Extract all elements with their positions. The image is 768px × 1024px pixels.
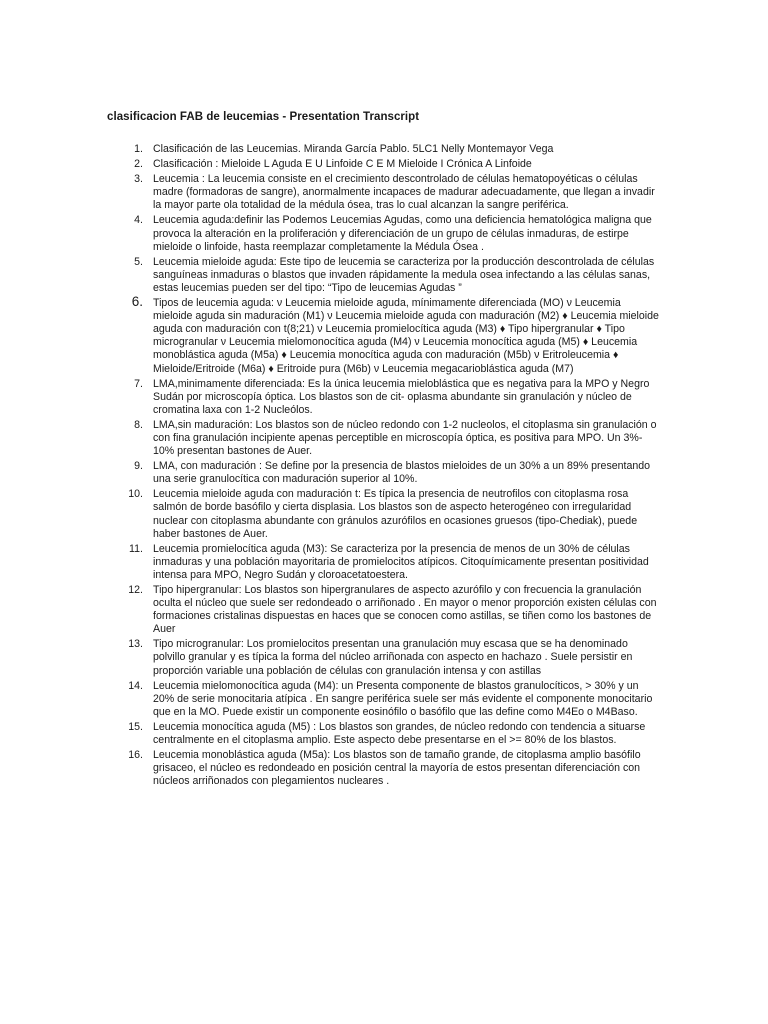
list-item-number: 13. (128, 638, 143, 651)
list-item-text: Leucemia monocítica aguda (M5) : Los blastos son grandes, de núcleo redondo con tendencia a situarse centralmente en el citoplasma amplio. Este aspecto debe presentarse en el >= 80% de los blastos. (153, 720, 646, 747)
list-item-number: 10. (128, 488, 143, 501)
transcript-list (128, 143, 659, 790)
document-title: clasificacion FAB de leucemias - Presentation Transcript (107, 111, 420, 123)
list-item (128, 488, 659, 540)
list-item-text: Leucemia promielocítica aguda (M3): Se caracteriza por la presencia de menos de un 30% de células inmaduras y una población mayoritaria de promielocitos atípicos. Citoquímicamente presentan positividad intensa para MPO, Negro Sudán y cloroacetatoestera. (153, 542, 649, 581)
list-item (134, 173, 659, 212)
list-item-text: Tipos de leucemia aguda: ν Leucemia mieloide aguda, mínimamente diferenciada (MO) ν Leucemia mieloide aguda sin maduración (M1) ν Leucemia mieloide aguda con maduración (M2) ♦ Leucemia mieloide aguda con maduración con t(8;21) ν Leucemia promielocítica aguda (M3) ♦ Tipo hipergranular ♦ Tipo microgranular ν Leucemia mielomonocítica aguda (M4) ν Leucemia monocítica aguda (M5) ♦ Leucemia monoblástica aguda (M5a) ♦ Leucemia monocítica aguda con maduración (M5b) ν Eritroleucemia ♦ Mieloide/Eritroide (M6a) ♦ Eritroide pura (M6b) ν Leucemia megacarioblástica aguda (M7) (153, 297, 659, 375)
list-item-text: Clasificación de las Leucemias. Miranda García Pablo. 5LC1 Nelly Montemayor Vega (153, 143, 554, 155)
list-item-text: Leucemia mieloide aguda con maduración t: Es típica la presencia de neutrofilos con citoplasma rosa salmón de borde basófilo y cierta displasia. Los blastos son de aspecto heterogéneo con irregularidad nuclear con citoplasma abundante con gránulos azurófilos en ocasiones gruesos (tipo-Chediak), puede haber bastones de Auer. (153, 488, 638, 540)
list-item-text: LMA,minimamente diferenciada: Es la única leucemia mieloblástica que es negativa para la MPO y Negro Sudán por microscopía óptica. Los blastos son de cit- oplasma abundante sin granulación y núcleo de cromatina laxa con 1-2 Nucleólos. (153, 377, 650, 416)
list-item (134, 418, 659, 458)
list-item (128, 749, 659, 788)
list-item-text: LMA,sin maduración: Los blastos son de núcleo redondo con 1-2 nucleolos, el citoplasma sin granulación o con fina granulación incipiente apenas perceptible en microscopía óptica, es positiva para MPO. Un 3%- 10% presentan bastones de Auer. (153, 418, 657, 458)
list-item-number: 8. (134, 418, 143, 431)
list-item (134, 377, 659, 417)
list-item-text: LMA, con maduración : Se define por la presencia de blastos mieloides de un 30% a un 89% presentando una serie granulocítica con maduración superior al 10%. (153, 460, 651, 486)
list-item-text: Leucemia : La leucemia consiste en el crecimiento descontrolado de células hematopoyéticas o células madre (formadoras de sangre), anormalmente incapaces de madurar adecuadamente, que llegan a invadir la mayor parte ola totalidad de la médula ósea, tras lo cual alcanzan la sangre periférica. (153, 173, 655, 212)
list-item-number: 11. (129, 542, 143, 555)
list-item-text: Tipo hipergranular: Los blastos son hipergranulares de aspecto azurófilo y con frecuencia la granulación oculta el núcleo que suele ser redondeado o arriñonado . En mayor o menor proporción existen células con formaciones cristalinas dispuestas en haces que se conocen como astillas, se tiñen como los bastones de Auer (153, 584, 657, 636)
list-item (128, 679, 659, 719)
list-item (128, 584, 659, 636)
list-item-number: 15. (128, 720, 143, 733)
list-item-text: Leucemia mieloide aguda: Este tipo de leucemia se caracteriza por la producción descontrolada de células sanguíneas inmaduras o blastos que invaden rápidamente la medula osea infectando a las células sanas, estas leucemias pueden ser del tipo: “Tipo de leucemias Agudas ” (153, 255, 655, 294)
list-item-number: 7. (134, 377, 143, 390)
list-item (131, 294, 659, 376)
list-item-text: Tipo microgranular: Los promielocitos presentan una granulación muy escasa que se ha denominado polvillo granular y es típica la forma del núcleo arriñonada con aspecto en hachazo . Suele persistir en proporción variable una población de células con granulación intensa y con astillas (153, 638, 633, 677)
list-item-number: 6. (131, 294, 143, 310)
list-item-number: 12. (128, 584, 143, 596)
list-item-number: 2. (134, 158, 143, 171)
list-item (128, 638, 659, 677)
list-item (128, 720, 659, 747)
list-item-number: 14. (128, 679, 143, 692)
list-item-text: Leucemia mielomonocítica aguda (M4): un Presenta componente de blastos granulocíticos, > 30% y un 20% de serie monocitaria atípica . En sangre periférica suele ser más evidente el componente monocitario que en la MO. Puede existir un componente eosinófilo o basófilo que las define como M4Eo o M4Baso. (153, 679, 653, 718)
list-item-number: 3. (134, 173, 143, 186)
list-item (129, 542, 659, 582)
list-item-number: 5. (134, 255, 143, 268)
list-item (134, 158, 659, 171)
list-item-number: 4. (134, 214, 143, 227)
list-item (134, 214, 659, 253)
list-item-number: 9. (134, 460, 143, 473)
list-item-text: Clasificación : Mieloide L Aguda E U Linfoide C E M Mieloide I Crónica A Linfoide (153, 158, 532, 171)
list-item-number: 16. (128, 749, 143, 762)
list-item-text: Leucemia monoblástica aguda (M5a): Los blastos son de tamaño grande, de citoplasma amplio basófilo grisaceo, el núcleo es redondeado en posición central la mayoría de estos presentan diferenciación con núcleos arriñonados con plegamientos nucleares . (153, 749, 641, 788)
list-item-text: Leucemia aguda:definir las Podemos Leucemias Agudas, como una deficiencia hematológica maligna que provoca la alteración en la proliferación y diferenciación de un grupo de células inmaduras, de estirpe mieloide o linfoide, hasta reemplazar completamente la Médula Ósea . (153, 214, 652, 253)
list-item-number: 1. (134, 143, 143, 155)
list-item (134, 460, 659, 486)
list-item (134, 255, 659, 295)
list-item (134, 143, 659, 156)
